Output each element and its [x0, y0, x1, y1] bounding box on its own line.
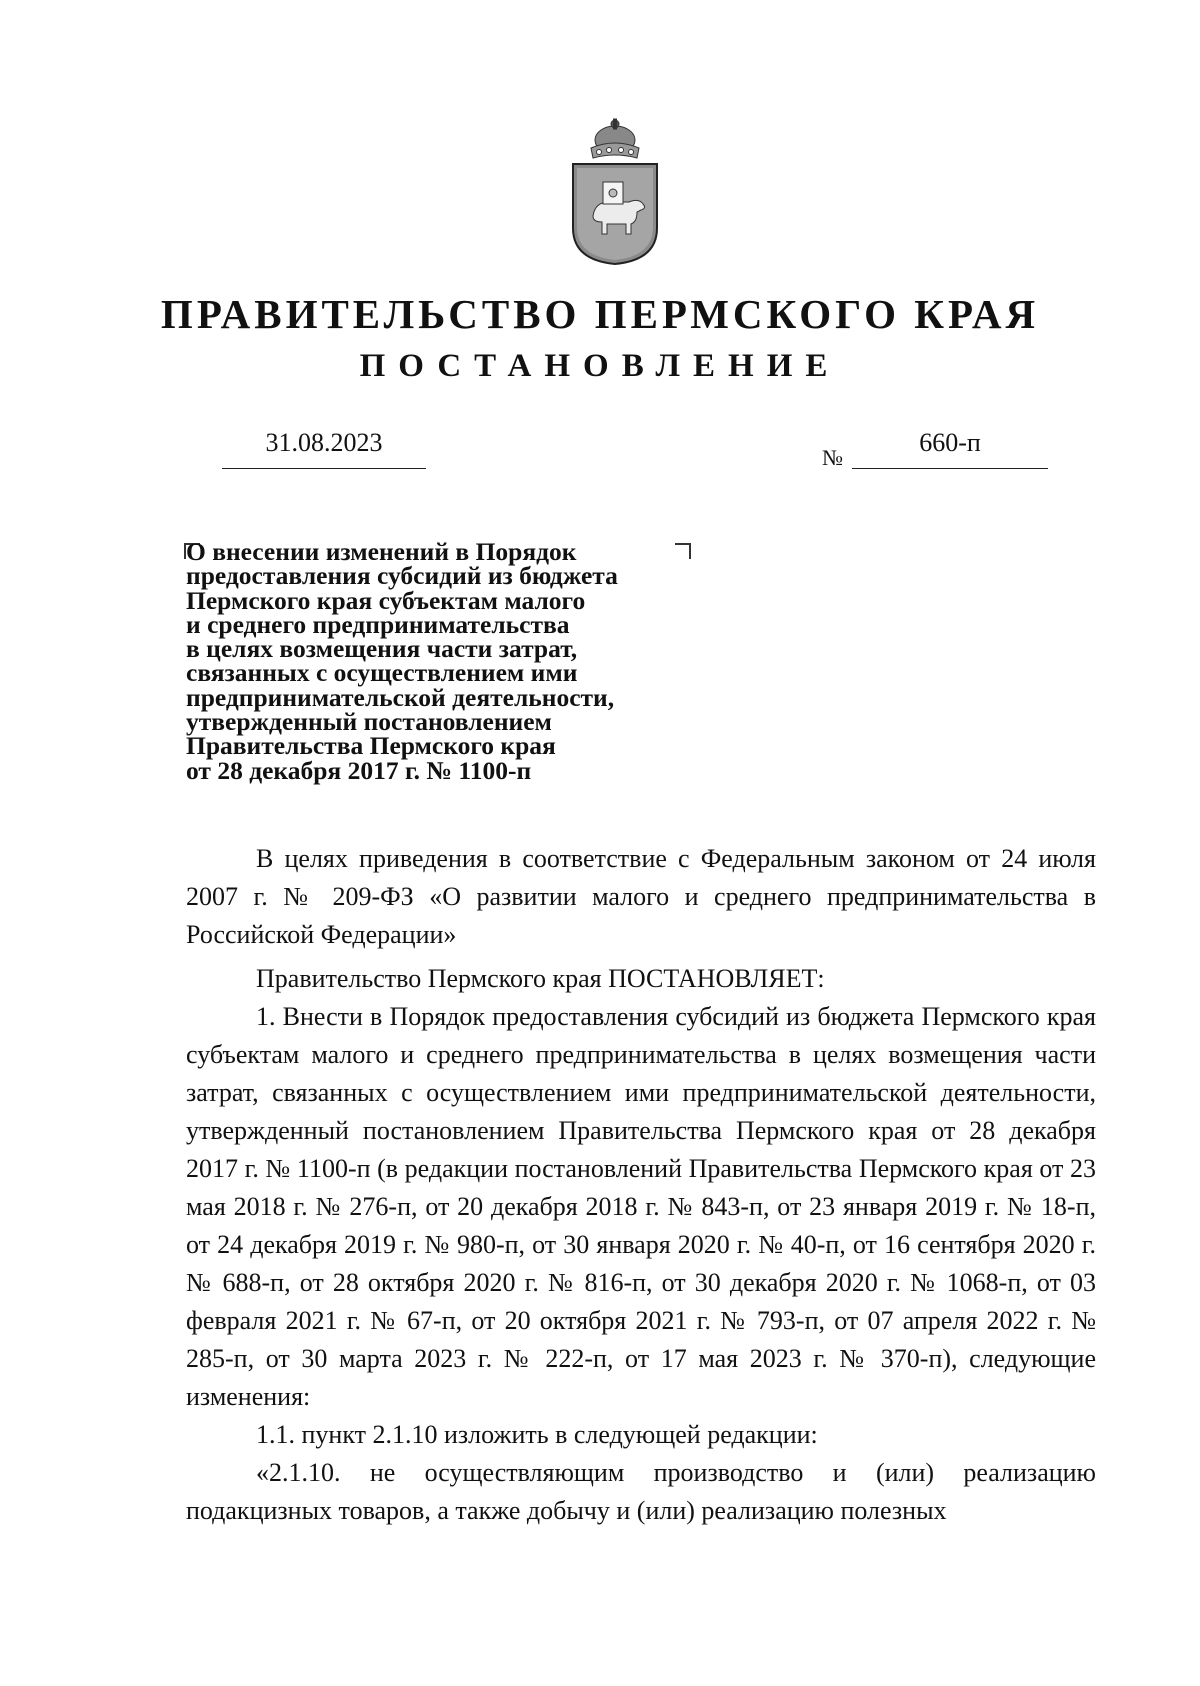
subject-line: в целях возмещения части затрат, — [186, 634, 578, 664]
coat-of-arms-icon — [565, 118, 665, 268]
subject-line: утвержденный постановлением — [186, 707, 552, 737]
item-1-paragraph: 1. Внести в Порядок предоставления субсидий из бюджета Пермского края субъектам малого и среднего предпринимательства в целях возмещения части затрат, связанных с осуществлением ими предпринимательской деятельности, утвержденный постановлением Правительства Пермского края от 28 декабря 2017 г. № 1100-п (в редакции постановлений Правительства Пермского края от 23 мая 2018 г. № 276-п, от 20 декабря 2018 г. № 843-п, от 23 января 2019 г. № 18-п, от 24 декабря 2019 г. № 980-п, от 30 января 2020 г. № 40-п, от 16 сентября 2020 г. № 688-п, от 28 октября 2020 г. № 816-п, от 30 декабря 2020 г. № 1068-п, от 03 февраля 2021 г. № 67-п, от 20 октября 2021 г. № 793-п, от 07 апреля 2022 г. № 285-п, от 30 марта 2023 г. № 222-п, от 17 мая 2023 г. № 370-п), следующие изменения: — [186, 1002, 1096, 1411]
item-1-1-paragraph: 1.1. пункт 2.1.10 изложить в следующей редакции: — [256, 1420, 818, 1449]
number-sign: № — [822, 445, 843, 470]
subject-line: связанных с осуществлением ими — [186, 658, 578, 688]
resolves-paragraph: Правительство Пермского края ПОСТАНОВЛЯЕТ: — [256, 964, 825, 993]
document-body — [186, 840, 1096, 1530]
subject-line: Пермского края субъектам малого — [186, 585, 586, 615]
subject-line: и среднего предпринимательства — [186, 609, 570, 639]
document-subject — [186, 537, 686, 785]
organization-title: ПРАВИТЕЛЬСТВО ПЕРМСКОГО КРАЯ — [160, 291, 1040, 337]
document-number: 660-п — [852, 428, 1048, 469]
subject-line: от 28 декабря 2017 г. № 1100-п — [186, 755, 532, 785]
subject-line: предпринимательской деятельности, — [186, 682, 615, 712]
preamble-paragraph: В целях приведения в соответствие с Федеральным законом от 24 июля 2007 г. № 209-ФЗ «О развитии малого и среднего предпринимательства в Российской Федерации» — [186, 844, 1096, 949]
subject-line: предоставления субсидий из бюджета — [186, 561, 618, 591]
subject-line: О внесении изменений в Порядок — [186, 537, 577, 566]
quoted-item-paragraph: «2.1.10. не осуществляющим производство и (или) реализацию подакцизных товаров, а также добычу и (или) реализацию полезных — [186, 1458, 1096, 1525]
document-type: ПОСТАНОВЛЕНИЕ — [359, 348, 841, 384]
document-date: 31.08.2023 — [222, 428, 426, 469]
subject-line: Правительства Пермского края — [186, 731, 556, 761]
